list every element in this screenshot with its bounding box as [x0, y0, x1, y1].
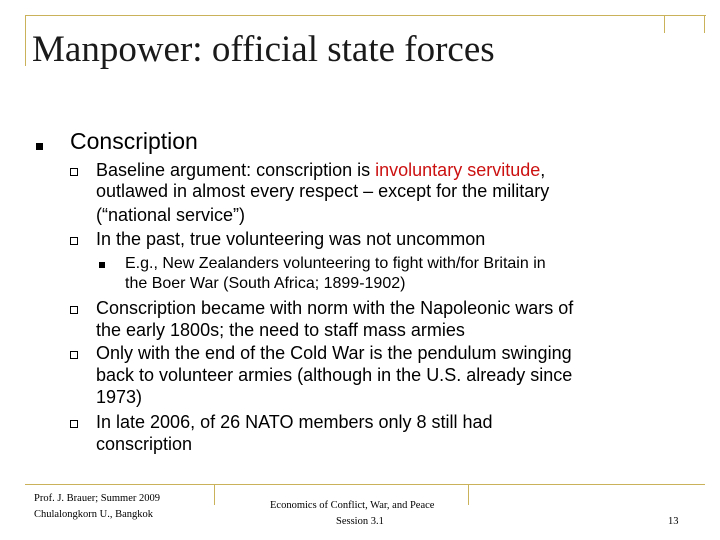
title-frame-tick	[704, 15, 705, 33]
footer-rule	[25, 484, 705, 485]
bullet-text-line: 1973)	[96, 387, 143, 407]
bullet-text-line: outlawed in almost every respect – except for the military	[96, 181, 550, 201]
bullet-text-line: Only with the end of the Cold War is the pendulum swinging	[96, 343, 572, 363]
square-bullet-icon	[99, 262, 105, 268]
bullet-text-line	[96, 162, 545, 178]
bullet-text-line: conscription	[96, 434, 193, 454]
footer-course: Economics of Conflict, War, and Peace	[270, 500, 435, 511]
footer-divider	[214, 485, 215, 505]
footer-divider	[468, 485, 469, 505]
page-number: 13	[668, 516, 679, 527]
sub-bullet-text-line: the Boer War (South Africa; 1899-1902)	[125, 275, 406, 292]
footer-institution: Chulalongkorn U., Bangkok	[34, 509, 153, 520]
footer-author: Prof. J. Brauer; Summer 2009	[34, 493, 160, 504]
bullet-text-segment: ,	[540, 160, 546, 180]
sub-bullet-text-line: E.g., New Zealanders volunteering to fight with/for Britain in	[125, 255, 546, 272]
square-bullet-icon	[36, 143, 43, 150]
level1-heading: Conscription	[70, 128, 198, 154]
hollow-square-bullet-icon	[70, 351, 78, 359]
bullet-text-line: the early 1800s; the need to staff mass armies	[96, 320, 465, 340]
bullet-text-line: (“national service”)	[96, 205, 246, 225]
hollow-square-bullet-icon	[70, 420, 78, 428]
hollow-square-bullet-icon	[70, 306, 78, 314]
highlighted-term: involuntary servitude	[375, 160, 541, 180]
footer-session: Session 3.1	[336, 516, 384, 527]
bullet-text-line: In the past, true volunteering was not uncommon	[96, 229, 486, 249]
bullet-text-line: Conscription became with norm with the Napoleonic wars of	[96, 298, 574, 318]
slide-title: Manpower: official state forces	[32, 29, 495, 70]
title-frame-tick	[664, 15, 665, 33]
hollow-square-bullet-icon	[70, 237, 78, 245]
bullet-text-line: In late 2006, of 26 NATO members only 8 still had	[96, 412, 493, 432]
hollow-square-bullet-icon	[70, 168, 78, 176]
bullet-text-line: back to volunteer armies (although in the U.S. already since	[96, 365, 573, 385]
bullet-text-segment: Baseline argument: conscription is	[96, 160, 376, 180]
